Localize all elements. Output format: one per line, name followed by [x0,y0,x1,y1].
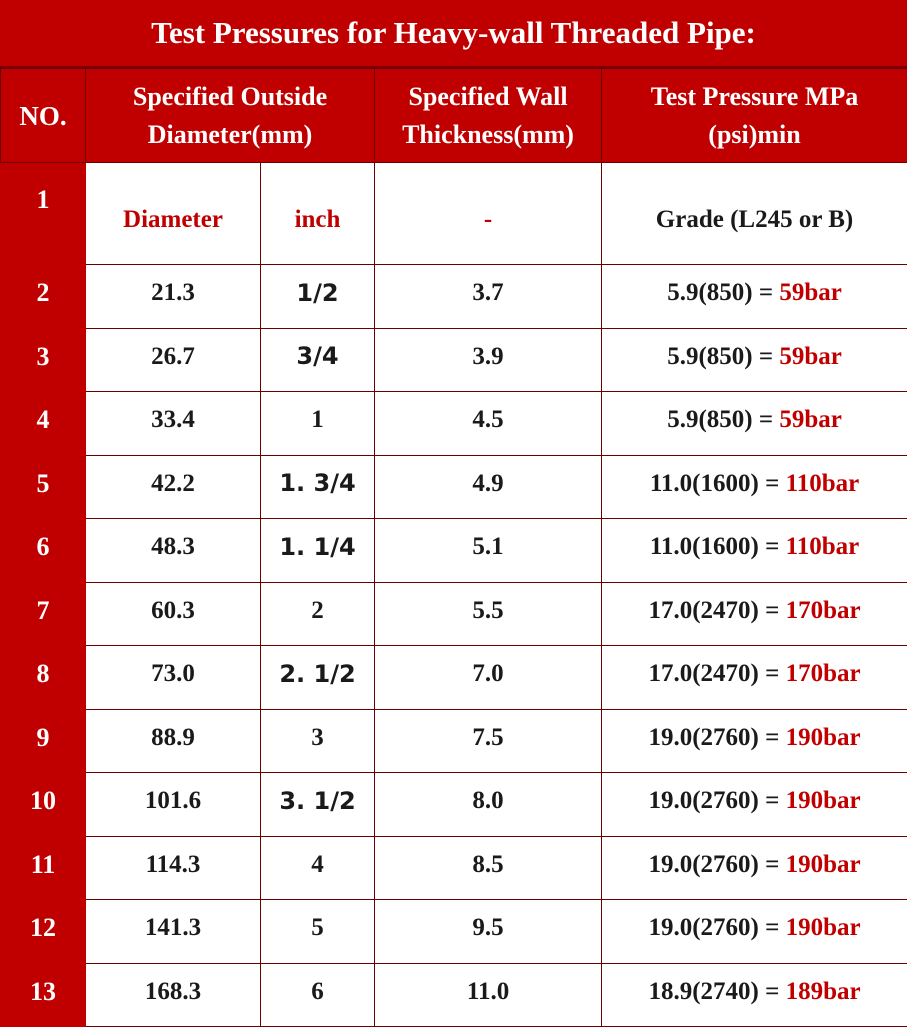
row-number: 13 [1,963,86,1027]
wall-thickness-cell: 11.0 [375,963,602,1027]
pressure-bar-value: 190bar [786,914,861,941]
pressure-value: 5.9(850) = [667,406,779,433]
test-pressure-cell [602,265,907,329]
inch-value: 1. 3/4 [279,469,355,497]
row-number: 11 [1,836,86,900]
subheader-wall [375,163,602,265]
inch-cell [261,455,375,519]
wall-thickness-cell: 5.1 [375,519,602,583]
diameter-cell: 114.3 [86,836,261,900]
row-number: 7 [1,582,86,646]
test-pressure-cell [602,963,907,1027]
wall-thickness-cell: 4.9 [375,455,602,519]
row-number: 6 [1,519,86,583]
row-number: 2 [1,265,86,329]
table-header-row [1,69,907,163]
test-pressure-cell [602,392,907,456]
diameter-cell: 48.3 [86,519,261,583]
subheader-grade [602,163,907,265]
pressure-value: 11.0(1600) = [650,470,786,497]
diameter-cell: 26.7 [86,328,261,392]
pressure-table [0,68,907,1027]
wall-thickness-cell: 8.0 [375,773,602,837]
subheader-wall-label: - [484,206,492,233]
table-row [1,773,907,837]
pressure-value: 19.0(2760) = [648,851,785,878]
test-pressure-cell [602,900,907,964]
diameter-cell: 73.0 [86,646,261,710]
header-no: NO. [1,69,86,163]
inch-value: 2 [311,597,324,624]
wall-thickness-cell: 7.0 [375,646,602,710]
inch-cell [261,328,375,392]
inch-cell [261,709,375,773]
wall-thickness-cell: 3.9 [375,328,602,392]
diameter-cell: 42.2 [86,455,261,519]
row-number: 5 [1,455,86,519]
table-row [1,646,907,710]
table-row [1,582,907,646]
test-pressure-cell [602,328,907,392]
table-row [1,455,907,519]
inch-value: 1 [311,406,324,433]
inch-value: 1. 1/4 [279,533,355,561]
table-row [1,963,907,1027]
subheader-inch [261,163,375,265]
wall-thickness-cell: 5.5 [375,582,602,646]
inch-value: 3. 1/2 [279,787,355,815]
diameter-cell: 141.3 [86,900,261,964]
inch-cell [261,646,375,710]
pressure-bar-value: 110bar [786,533,860,560]
inch-cell [261,392,375,456]
row-number: 1 [1,163,86,265]
pressure-value: 5.9(850) = [667,279,779,306]
inch-cell [261,773,375,837]
pressure-bar-value: 190bar [786,851,861,878]
inch-cell [261,582,375,646]
row-number: 9 [1,709,86,773]
inch-value: 5 [311,914,324,941]
diameter-cell: 33.4 [86,392,261,456]
pressure-bar-value: 170bar [786,597,861,624]
wall-thickness-cell: 9.5 [375,900,602,964]
diameter-cell: 88.9 [86,709,261,773]
inch-cell [261,963,375,1027]
inch-cell [261,519,375,583]
pressure-value: 17.0(2470) = [648,597,785,624]
inch-value: 3/4 [296,342,338,370]
pressure-bar-value: 190bar [786,724,861,751]
row-number: 12 [1,900,86,964]
pressure-value: 19.0(2760) = [648,787,785,814]
table-subheader-row [1,163,907,265]
inch-value: 2. 1/2 [279,660,355,688]
inch-value: 6 [311,978,324,1005]
test-pressure-cell [602,582,907,646]
test-pressure-cell [602,836,907,900]
table-row [1,709,907,773]
inch-value: 4 [311,851,324,878]
table-row [1,328,907,392]
row-number: 3 [1,328,86,392]
test-pressure-cell [602,709,907,773]
test-pressure-cell [602,519,907,583]
subheader-diameter-label: Diameter [123,206,223,233]
diameter-cell: 60.3 [86,582,261,646]
pressure-bar-value: 110bar [786,470,860,497]
table-row [1,392,907,456]
table-row [1,836,907,900]
pressure-value: 11.0(1600) = [650,533,786,560]
inch-cell [261,900,375,964]
wall-thickness-cell: 8.5 [375,836,602,900]
subheader-grade-label: Grade (L245 or B) [656,206,853,233]
diameter-cell: 21.3 [86,265,261,329]
pressure-bar-value: 59bar [779,279,842,306]
pressure-bar-value: 59bar [779,343,842,370]
pressure-value: 5.9(850) = [667,343,779,370]
row-number: 8 [1,646,86,710]
page-title: Test Pressures for Heavy-wall Threaded Pipe: [0,0,907,68]
inch-value: 1/2 [296,279,338,307]
test-pressure-cell [602,773,907,837]
wall-thickness-cell: 4.5 [375,392,602,456]
row-number: 10 [1,773,86,837]
inch-cell [261,836,375,900]
inch-cell [261,265,375,329]
pressure-value: 17.0(2470) = [648,660,785,687]
header-wall-thickness: Specified Wall Thickness(mm) [375,69,602,163]
table-row [1,265,907,329]
row-number: 4 [1,392,86,456]
table-row [1,519,907,583]
diameter-cell: 168.3 [86,963,261,1027]
wall-thickness-cell: 7.5 [375,709,602,773]
diameter-cell: 101.6 [86,773,261,837]
pressure-value: 18.9(2740) = [648,978,785,1005]
pressure-bar-value: 59bar [779,406,842,433]
test-pressure-cell [602,455,907,519]
table-row [1,900,907,964]
header-outside-diameter: Specified Outside Diameter(mm) [86,69,375,163]
pressure-bar-value: 189bar [786,978,861,1005]
inch-value: 3 [311,724,324,751]
subheader-inch-label: inch [295,206,341,233]
subheader-diameter [86,163,261,265]
pressure-value: 19.0(2760) = [648,914,785,941]
header-test-pressure: Test Pressure MPa (psi)min [602,69,907,163]
test-pressure-cell [602,646,907,710]
pressure-bar-value: 170bar [786,660,861,687]
pressure-bar-value: 190bar [786,787,861,814]
wall-thickness-cell: 3.7 [375,265,602,329]
pressure-value: 19.0(2760) = [648,724,785,751]
